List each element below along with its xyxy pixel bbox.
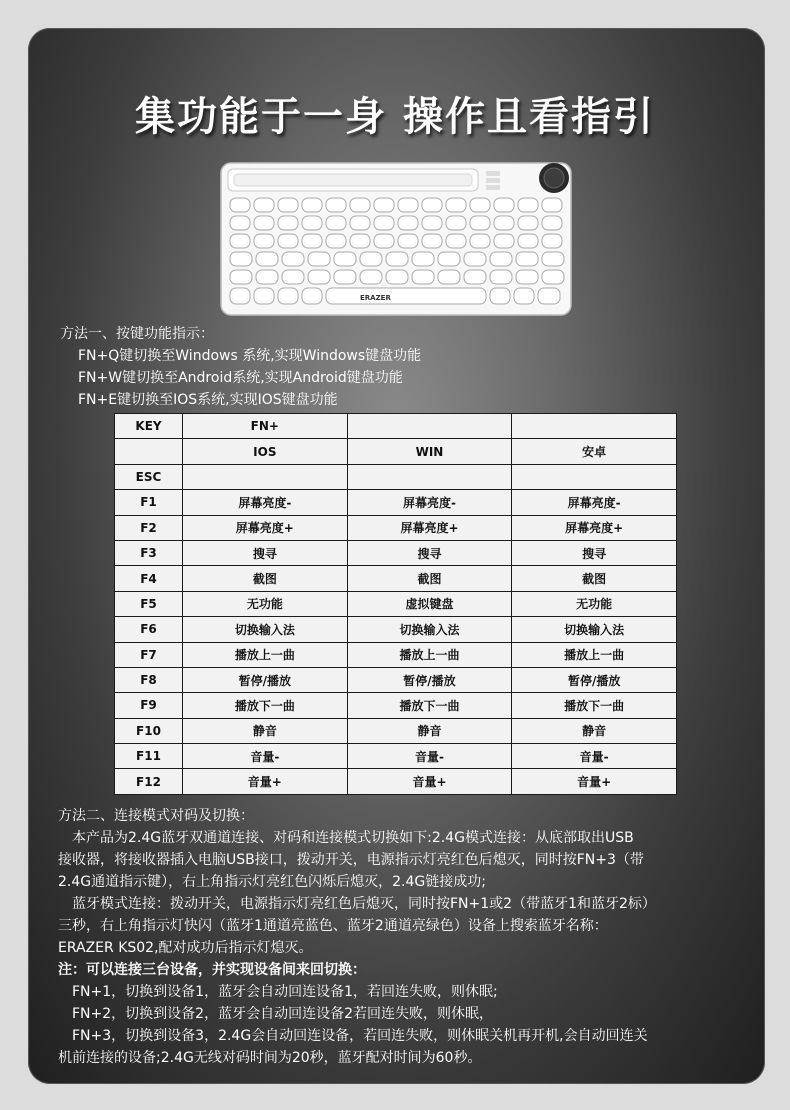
key-cell: F5 [115,591,183,616]
keycap [256,252,278,266]
android-cell: 暂停/播放 [512,667,677,692]
keycap [278,198,298,212]
keycap [542,270,564,284]
ios-cell: 暂停/播放 [183,667,348,692]
keycap [398,234,418,248]
keycap [374,198,394,212]
ios-cell: 屏幕亮度+ [183,515,348,540]
note-line-3b: 机前连接的设备;2.4G无线对码时间为20秒，蓝牙配对时间为60秒。 [58,1050,482,1066]
keycap [542,216,562,230]
keycap [438,270,460,284]
key-cell: F3 [115,540,183,565]
ios-cell: 音量- [183,744,348,769]
ios-cell: 截图 [183,566,348,591]
fn-header: FN+ [183,414,348,439]
android-cell: 播放下一曲 [512,693,677,718]
win-cell: 播放下一曲 [347,693,512,718]
keycap [446,234,466,248]
keycap [302,216,322,230]
win-cell: 搜寻 [347,540,512,565]
keyboard-image [220,160,572,316]
keycap [230,270,252,284]
keycap [494,234,514,248]
key-cell: F2 [115,515,183,540]
android-cell: 静音 [512,718,677,743]
key-cell: F7 [115,642,183,667]
ios-cell: 静音 [183,718,348,743]
key-cell: F12 [115,769,183,795]
win-cell: 切换输入法 [347,617,512,642]
keycap [494,216,514,230]
keycap [308,252,330,266]
key-cell: F9 [115,693,183,718]
keycap [334,270,356,284]
win-cell [347,464,512,489]
keycap [326,288,486,304]
keycap [438,252,460,266]
keycap [360,252,382,266]
keycap [464,252,486,266]
win-cell: 音量+ [347,769,512,795]
android-cell: 无功能 [512,591,677,616]
table-row [115,744,677,769]
android-cell [512,464,677,489]
keycap [516,252,538,266]
keycap [490,288,510,304]
table-row [115,667,677,692]
keycap [254,288,274,304]
android-cell: 屏幕亮度- [512,490,677,515]
android-cell: 截图 [512,566,677,591]
method2-heading: 方法二、连接模式对码及切换： [58,808,254,824]
ios-cell: 音量+ [183,769,348,795]
keycap [278,234,298,248]
win-cell: 屏幕亮度+ [347,515,512,540]
keycap [350,216,370,230]
win-cell: 播放上一曲 [347,642,512,667]
key-header: KEY [115,414,183,439]
ios-cell: 播放下一曲 [183,693,348,718]
ios-cell: 播放上一曲 [183,642,348,667]
method2-p2a: 蓝牙模式连接：拨动开关，电源指示灯亮红色后熄灭，同时按FN+1或2（带蓝牙1和蓝牙2标） [72,896,656,912]
keycap [254,216,274,230]
keycap [518,198,538,212]
keycap [412,252,434,266]
keycap [412,270,434,284]
table-row [115,769,677,795]
keycap [422,216,442,230]
keycap [302,234,322,248]
android-cell: 搜寻 [512,540,677,565]
method2-p1b: 接收器，将接收器插入电脑USB接口，拨动开关，电源指示灯亮红色后熄灭，同时按FN+3（带 [58,852,644,868]
method2-p1c: 2.4G通道指示键），右上角指示灯亮红色闪烁后熄灭，2.4G链接成功; [58,874,486,890]
table-row [115,591,677,616]
note-line-3a: FN+3，切换到设备3，2.4G会自动回连设备，若回连失败，则休眠关机再开机,会自动回连关 [72,1028,648,1044]
keycap [446,216,466,230]
win-cell: 屏幕亮度- [347,490,512,515]
win-cell: 静音 [347,718,512,743]
keycap [386,252,408,266]
key-cell: F1 [115,490,183,515]
ios-cell: 切换输入法 [183,617,348,642]
ios-cell: 屏幕亮度- [183,490,348,515]
keycap [518,216,538,230]
table-row [115,490,677,515]
col-win: WIN [347,439,512,464]
keycap [334,252,356,266]
key-cell: ESC [115,464,183,489]
android-cell: 播放上一曲 [512,642,677,667]
keycap [230,216,250,230]
ios-cell: 搜寻 [183,540,348,565]
key-cell: F8 [115,667,183,692]
keycap [542,252,564,266]
keycap [446,198,466,212]
keycap [542,198,562,212]
method1-heading: 方法一、按键功能指示： [60,326,214,342]
method2-p1a: 本产品为2.4G蓝牙双通道连接、对码和连接模式切换如下:2.4G模式连接：从底部取出USB [72,830,634,846]
keycap [302,198,322,212]
android-cell: 音量+ [512,769,677,795]
keycap [308,270,330,284]
keycap [256,270,278,284]
key-cell: F4 [115,566,183,591]
keycap [254,234,274,248]
keycap [542,234,562,248]
table-row [115,464,677,489]
page-title: 集功能于一身 操作且看指引 [135,94,655,140]
keycap [230,252,252,266]
key-cell: F6 [115,617,183,642]
keycap [282,252,304,266]
table-row [115,642,677,667]
keycap [230,288,250,304]
table-row [115,617,677,642]
ios-cell: 无功能 [183,591,348,616]
keycap [470,198,490,212]
keycap [514,288,534,304]
keycap [386,270,408,284]
keycap [518,234,538,248]
keycap [350,198,370,212]
keycap [282,270,304,284]
col-ios: IOS [183,439,348,464]
method2-p2b: 三秒，右上角指示灯快闪（蓝牙1通道亮蓝色、蓝牙2通道亮绿色）设备上搜索蓝牙名称： [58,918,608,934]
keycap [422,198,442,212]
keycap [326,198,346,212]
table-row [115,540,677,565]
keycap [350,234,370,248]
keycap [278,288,298,304]
android-cell: 音量- [512,744,677,769]
method2-section [58,805,743,1069]
keycap [470,216,490,230]
table-row [115,718,677,743]
keycap [374,216,394,230]
table-row [115,515,677,540]
note-heading: 注：可以连接三台设备，并实现设备间来回切换： [58,962,366,978]
method1-line-2: FN+W键切换至Android系统,实现Android键盘功能 [78,370,403,386]
win-cell: 暂停/播放 [347,667,512,692]
method1-line-1: FN+Q键切换至Windows 系统,实现Windows键盘功能 [78,348,422,364]
keycap [490,270,512,284]
table-os-row [115,439,677,464]
android-cell: 切换输入法 [512,617,677,642]
android-cell: 屏幕亮度+ [512,515,677,540]
table-row [115,566,677,591]
keycap [230,234,250,248]
keycap [326,216,346,230]
keycap [516,270,538,284]
win-cell: 音量- [347,744,512,769]
keycap [422,234,442,248]
keycap [490,252,512,266]
key-cell: F11 [115,744,183,769]
keycap [538,288,560,304]
win-cell: 虚拟键盘 [347,591,512,616]
keycap [494,198,514,212]
keycap [254,198,274,212]
keycap [374,234,394,248]
table-row [115,693,677,718]
table-header-row [115,414,677,439]
col-android: 安卓 [512,439,677,464]
keyboard-brand: ERAZER [360,294,391,302]
keycap [302,288,322,304]
keycap [326,234,346,248]
keycap [464,270,486,284]
note-line-1: FN+1，切换到设备1，蓝牙会自动回连设备1，若回连失败，则休眠; [72,984,498,1000]
keycap [470,234,490,248]
ios-cell [183,464,348,489]
keycap [398,216,418,230]
method2-p2c: ERAZER KS02,配对成功后指示灯熄灭。 [58,940,313,956]
method1-line-3: FN+E键切换至IOS系统,实现IOS键盘功能 [78,392,338,408]
win-cell: 截图 [347,566,512,591]
keycap [398,198,418,212]
keycap [230,198,250,212]
keycap [278,216,298,230]
key-cell: F10 [115,718,183,743]
keycap [360,270,382,284]
fn-key-table [114,413,677,795]
note-line-2: FN+2，切换到设备2，蓝牙会自动回连设备2若回连失败，则休眠， [72,1006,493,1022]
